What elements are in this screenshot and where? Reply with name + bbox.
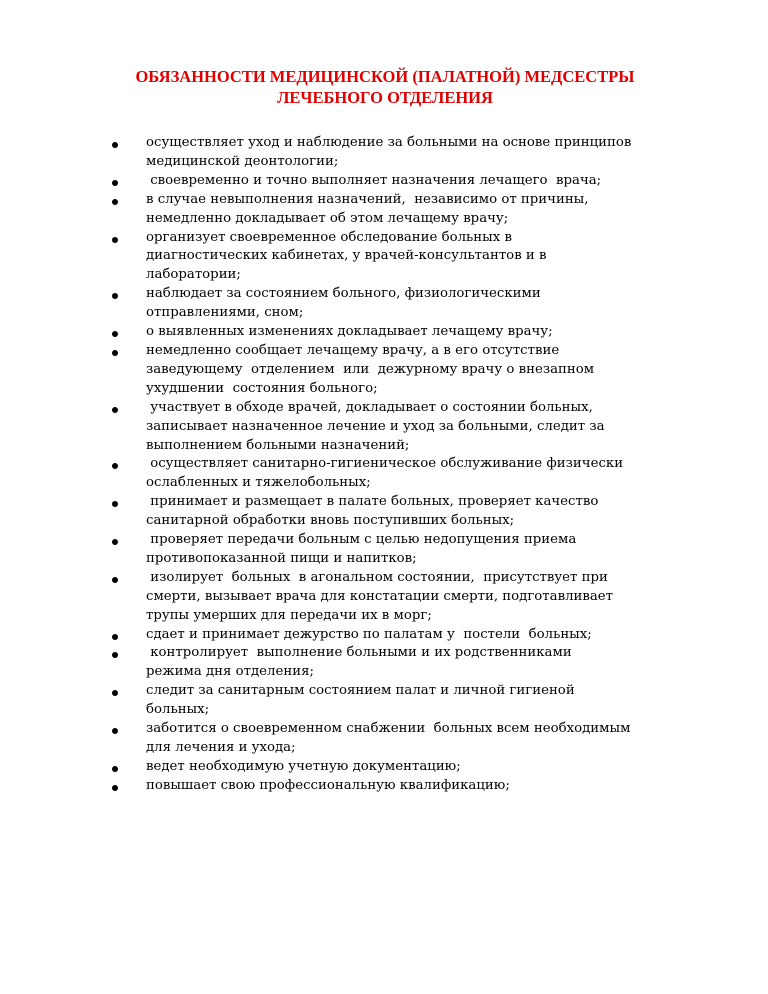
duty-text-line: изолирует больных в агональном состоянии, присутствует при xyxy=(146,569,608,585)
duty-text-line: в случае невыполнения назначений, независимо от причины, xyxy=(146,191,589,207)
list-item xyxy=(0,134,768,172)
bullet-icon xyxy=(112,199,118,205)
duty-text-line: трупы умерших для передачи их в морг; xyxy=(146,607,432,623)
duty-text-line: своевременно и точно выполняет назначения лечащего врача; xyxy=(146,172,602,188)
duty-text xyxy=(146,399,724,456)
duty-text-line: немедленно докладывает об этом лечащему врачу; xyxy=(146,210,509,226)
bullet-icon xyxy=(112,785,118,791)
duty-text-line: наблюдает за состоянием больного, физиологическими xyxy=(146,286,541,302)
duty-text-line: смерти, вызывает врача для констатации смерти, подготавливает xyxy=(146,588,614,604)
bullet-icon xyxy=(112,350,118,356)
duty-text xyxy=(146,134,724,172)
duty-text xyxy=(146,191,724,229)
duty-text-line: сдает и принимает дежурство по палатам у постели больных; xyxy=(146,626,592,642)
list-item xyxy=(0,569,768,626)
list-item xyxy=(0,399,768,456)
duty-text xyxy=(146,455,724,493)
duty-text-line: санитарной обработки вновь поступивших больных; xyxy=(146,513,515,529)
duty-text-line: участвует в обходе врачей, докладывает о состоянии больных, xyxy=(146,399,593,415)
duty-text-line: заботится о своевременном снабжении больных всем необходимым xyxy=(146,721,631,737)
duty-text-line: отправлениями, сном; xyxy=(146,305,304,321)
duty-text-line: больных; xyxy=(146,702,210,718)
title-line-2: ЛЕЧЕБНОГО ОТДЕЛЕНИЯ xyxy=(277,88,493,107)
duty-text-line: выполнением больными назначений; xyxy=(146,437,410,453)
bullet-icon xyxy=(112,331,118,337)
bullet-icon xyxy=(112,690,118,696)
list-item xyxy=(0,323,768,342)
list-item xyxy=(0,644,768,682)
list-item xyxy=(0,191,768,229)
bullet-icon xyxy=(112,652,118,658)
bullet-icon xyxy=(112,293,118,299)
duty-text xyxy=(146,569,724,626)
duty-text-line: медицинской деонтологии; xyxy=(146,153,339,169)
bullet-icon xyxy=(112,634,118,640)
duty-text-line: о выявленных изменениях докладывает лечащему врачу; xyxy=(146,324,553,340)
duty-text-line: лаборатории; xyxy=(146,267,241,283)
list-item xyxy=(0,285,768,323)
bullet-icon xyxy=(112,501,118,507)
duty-text-line: ослабленных и тяжелобольных; xyxy=(146,475,371,491)
duty-text xyxy=(146,172,724,191)
duty-text-line: контролирует выполнение больными и их родственниками xyxy=(146,645,572,661)
duty-text xyxy=(146,323,724,342)
duty-text xyxy=(146,342,724,399)
list-item xyxy=(0,455,768,493)
list-item xyxy=(0,626,768,645)
bullet-icon xyxy=(112,728,118,734)
list-item xyxy=(0,777,768,796)
duty-text-line: ухудшении состояния больного; xyxy=(146,380,378,396)
duty-text xyxy=(146,493,724,531)
list-item xyxy=(0,758,768,777)
bullet-icon xyxy=(112,237,118,243)
duty-text-line: осуществляет уход и наблюдение за больными на основе принципов xyxy=(146,135,632,150)
document-title xyxy=(100,66,670,108)
duty-text-line: противопоказанной пищи и напитков; xyxy=(146,550,417,566)
duty-text-line: для лечения и ухода; xyxy=(146,740,296,755)
list-item xyxy=(0,342,768,399)
bullet-icon xyxy=(112,180,118,186)
bullet-icon xyxy=(112,407,118,413)
duty-text-line: записывает назначенное лечение и уход за больными, следит за xyxy=(146,418,605,434)
duty-text xyxy=(146,626,724,645)
duties-list xyxy=(0,134,768,796)
duty-text xyxy=(146,720,724,758)
duty-text xyxy=(146,682,724,720)
duty-text-line: следит за санитарным состоянием палат и личной гигиеной xyxy=(146,683,575,699)
duty-text-line: немедленно сообщает лечащему врачу, а в его отсутствие xyxy=(146,342,560,358)
list-item xyxy=(0,493,768,531)
bullet-icon xyxy=(112,766,118,772)
duty-text-line: заведующему отделением или дежурному врачу о внезапном xyxy=(146,361,595,377)
duty-text xyxy=(146,285,724,323)
list-item xyxy=(0,172,768,191)
duty-text-line: организует своевременное обследование больных в xyxy=(146,229,512,245)
bullet-icon xyxy=(112,142,118,148)
list-item xyxy=(0,720,768,758)
duty-text xyxy=(146,758,724,777)
duty-text xyxy=(146,531,724,569)
duty-text-line: проверяет передачи больным с целью недопущения приема xyxy=(146,532,577,548)
title-line-1: ОБЯЗАННОСТИ МЕДИЦИНСКОЙ (ПАЛАТНОЙ) МЕДСЕСТРЫ xyxy=(135,67,635,86)
list-item xyxy=(0,229,768,286)
duty-text-line: принимает и размещает в палате больных, проверяет качество xyxy=(146,494,599,510)
duty-text-line: режима дня отделения; xyxy=(146,664,314,680)
bullet-icon xyxy=(112,463,118,469)
duty-text-line: диагностических кабинетах, у врачей-консультантов и в xyxy=(146,248,547,264)
duty-text-line: ведет необходимую учетную документацию; xyxy=(146,758,461,774)
duty-text-line: повышает свою профессиональную квалификацию; xyxy=(146,777,510,793)
duty-text-line: осуществляет санитарно-гигиеническое обслуживание физически xyxy=(146,456,624,472)
bullet-icon xyxy=(112,577,118,583)
duty-text xyxy=(146,644,724,682)
list-item xyxy=(0,682,768,720)
list-item xyxy=(0,531,768,569)
duty-text xyxy=(146,229,724,286)
duty-text xyxy=(146,777,724,796)
bullet-icon xyxy=(112,539,118,545)
